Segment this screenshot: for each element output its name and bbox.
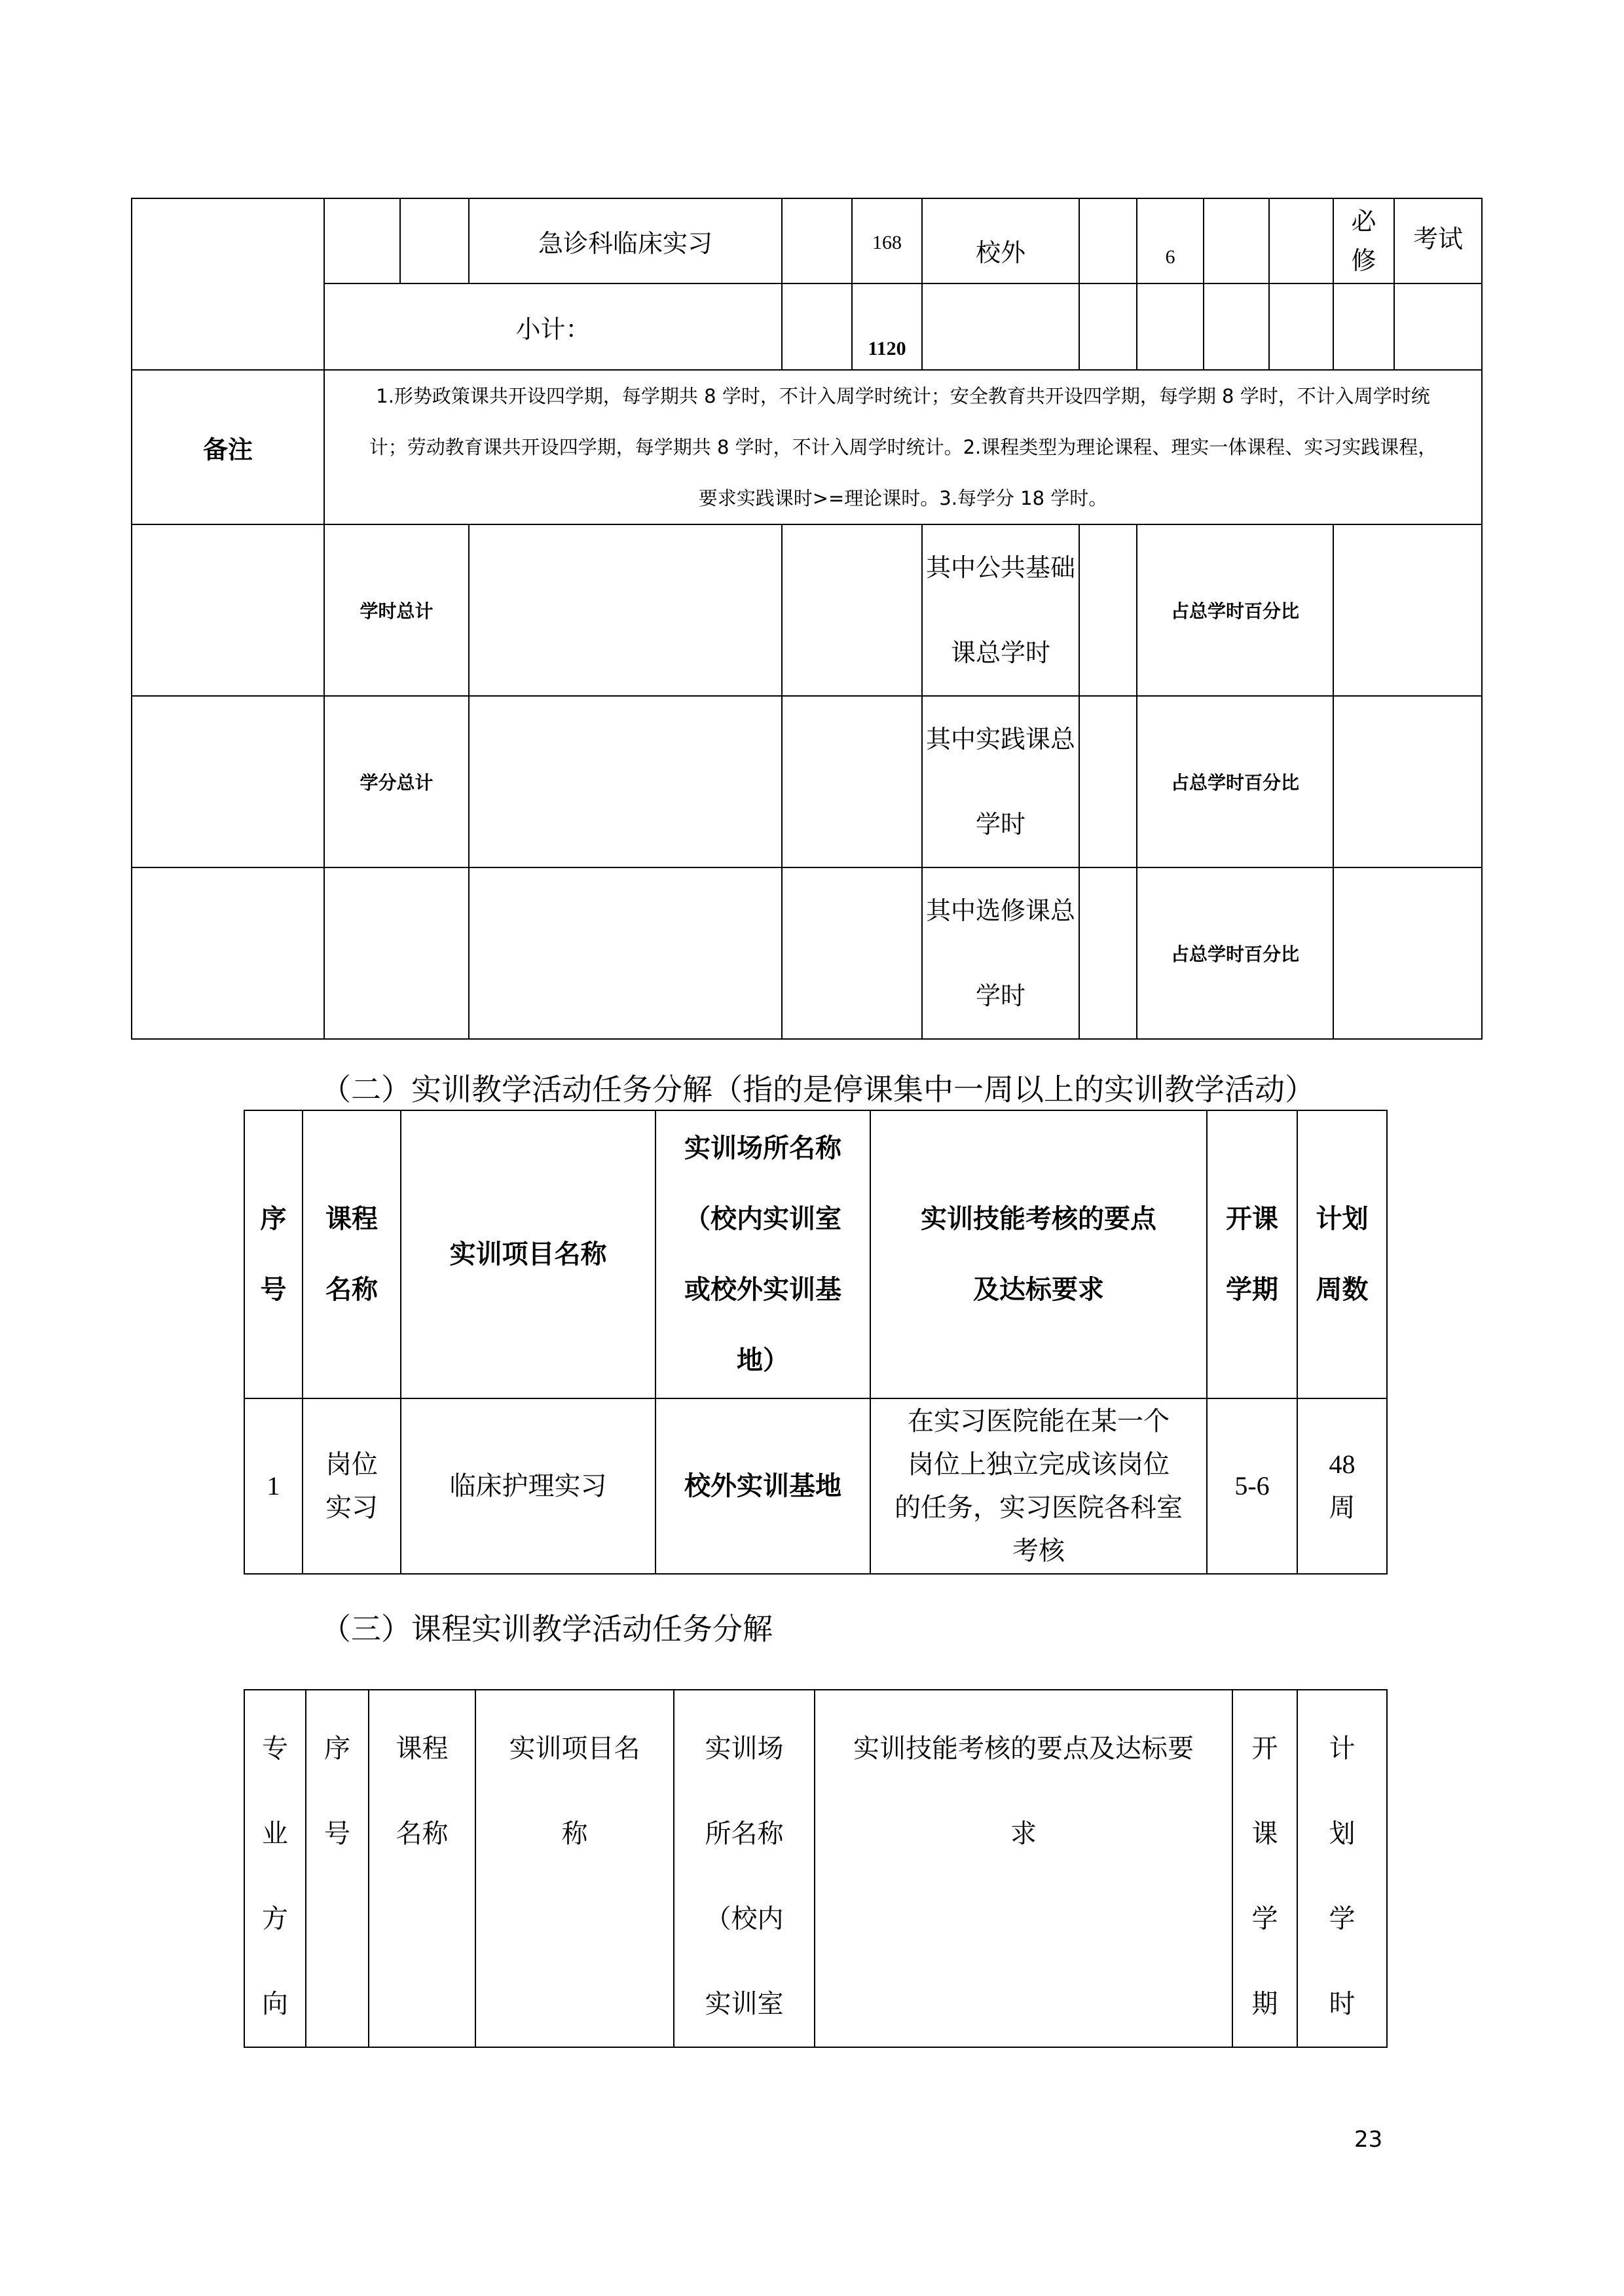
summary-sub-line-2: 学时 — [975, 981, 1025, 1010]
header-venue: 实训场 所名称 （校内 实训室 — [674, 1690, 815, 2047]
section-3-title: （三）课程实训教学活动任务分解 — [321, 1611, 773, 1647]
header-seq: 序 号 — [244, 1110, 303, 1398]
row-project: 临床护理实习 — [401, 1398, 655, 1574]
summary-label — [324, 867, 469, 1039]
header-project: 实训项目名称 — [401, 1110, 655, 1398]
header-venue: 实训场所名称 （校内实训室 或校外实训基 地） — [655, 1110, 870, 1398]
notes-label: 备注 — [132, 370, 324, 524]
row-semester: 5-6 — [1207, 1398, 1297, 1574]
header-requirements: 实训技能考核的要点 及达标要求 — [870, 1110, 1207, 1398]
summary-sub-line-1: 其中选修课总 — [925, 896, 1075, 925]
notes-row — [132, 370, 1482, 524]
row-course: 岗位 实习 — [303, 1398, 401, 1574]
subtotal-row — [132, 283, 1482, 370]
summary-sub-line-2: 学时 — [975, 810, 1025, 839]
course-required — [1333, 198, 1394, 283]
summary-row — [132, 867, 1482, 1039]
row-seq: 1 — [244, 1398, 303, 1574]
table-header-row — [244, 1690, 1387, 2047]
header-semester: 开 课 学 期 — [1232, 1690, 1297, 2047]
table-header-row — [244, 1110, 1387, 1398]
summary-pct-label: 占总学时百分比 — [1137, 696, 1333, 867]
course-assessment: 考试 — [1394, 198, 1482, 283]
header-weeks: 计划 周数 — [1297, 1110, 1387, 1398]
header-seq: 序 号 — [306, 1690, 369, 2047]
subtotal-label: 小计： — [324, 283, 782, 370]
summary-sub-line-1: 其中公共基础 — [925, 553, 1075, 582]
category-cell — [132, 198, 324, 370]
notes-text — [324, 370, 1482, 524]
header-major: 专 业 方 向 — [244, 1690, 306, 2047]
curriculum-table — [131, 198, 1483, 1040]
summary-sub-line-1: 其中实践课总 — [925, 725, 1075, 754]
table-row — [244, 1398, 1387, 1574]
course-row — [132, 198, 1482, 283]
summary-sub-line-2: 课总学时 — [950, 638, 1050, 667]
summary-row — [132, 696, 1482, 867]
header-course: 课程 名称 — [303, 1110, 401, 1398]
notes-line-2: 计；劳动教育课共开设四学期，每学期共 8 学时，不计入周学时统计。2.课程类型为理论课程、理实一体课程、实习实践课程， — [369, 436, 1437, 458]
notes-line-3: 要求实践课时>=理论课时。3.每学分 18 学时。 — [698, 487, 1108, 509]
course-training-table — [244, 1689, 1388, 2048]
course-required-text: 必修 — [1351, 207, 1376, 275]
summary-pct-label: 占总学时百分比 — [1137, 867, 1333, 1039]
row-venue: 校外实训基地 — [655, 1398, 870, 1574]
summary-label: 学分总计 — [324, 696, 469, 867]
course-name: 急诊科临床实习 — [469, 198, 782, 283]
course-location: 校外 — [922, 198, 1079, 283]
course-semester: 6 — [1137, 198, 1204, 283]
header-hours: 计 划 学 时 — [1297, 1690, 1387, 2047]
summary-sub-label — [922, 524, 1079, 696]
header-project: 实训项目名 称 — [475, 1690, 674, 2047]
summary-label: 学时总计 — [324, 524, 469, 696]
section-2-title: （二）实训教学活动任务分解（指的是停课集中一周以上的实训教学活动） — [321, 1072, 1315, 1107]
summary-sub-label — [922, 867, 1079, 1039]
course-hours: 168 — [852, 198, 922, 283]
summary-row — [132, 524, 1482, 696]
training-activity-table — [244, 1110, 1388, 1575]
summary-sub-label — [922, 696, 1079, 867]
row-requirements: 在实习医院能在某一个 岗位上独立完成该岗位 的任务，实习医院各科室 考核 — [870, 1398, 1207, 1574]
header-course: 课程 名称 — [369, 1690, 475, 2047]
page-number: 23 — [1354, 2126, 1383, 2153]
row-weeks: 48 周 — [1297, 1398, 1387, 1574]
subtotal-hours: 1120 — [852, 283, 922, 370]
header-requirements: 实训技能考核的要点及达标要 求 — [815, 1690, 1232, 2047]
summary-pct-label: 占总学时百分比 — [1137, 524, 1333, 696]
notes-line-1: 1.形势政策课共开设四学期，每学期共 8 学时，不计入周学时统计；安全教育共开设四学期，每学期 8 学时，不计入周学时统 — [376, 385, 1430, 407]
header-semester: 开课 学期 — [1207, 1110, 1297, 1398]
